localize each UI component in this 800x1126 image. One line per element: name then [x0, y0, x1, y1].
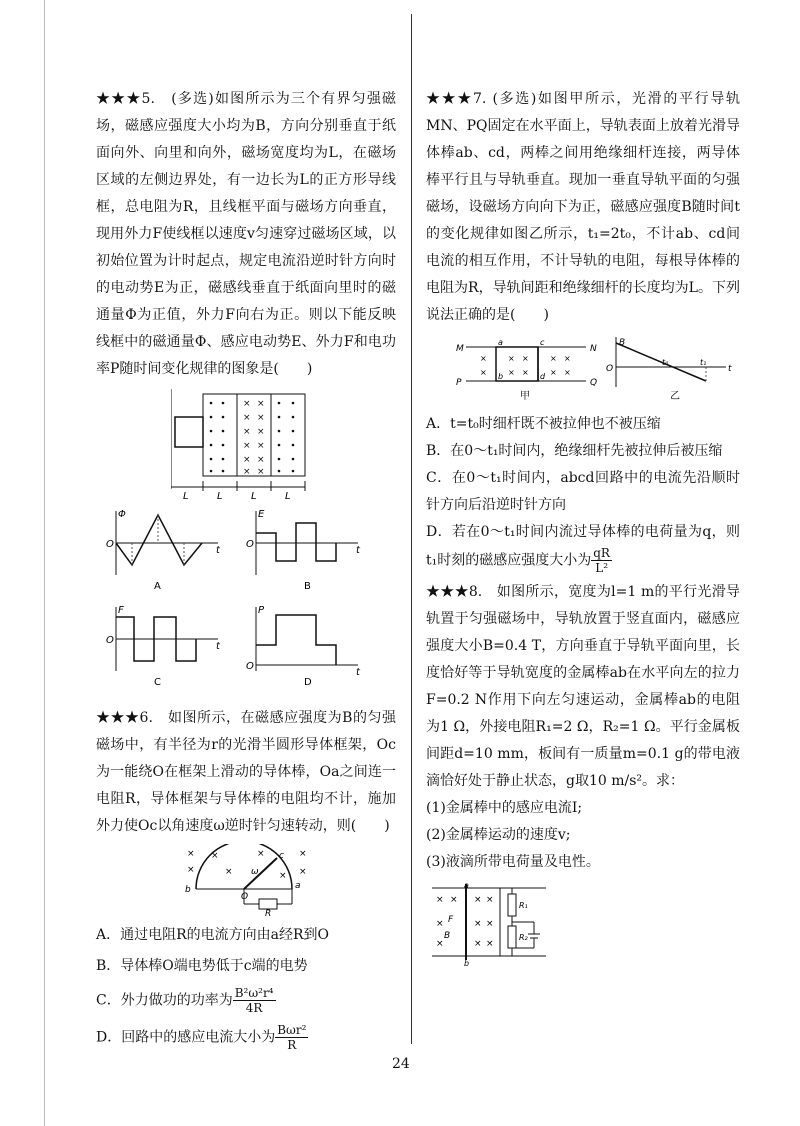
svg-text:t: t [216, 641, 220, 652]
q7-option-a: A．t=t₀时细杆既不被拉伸也不被压缩 [426, 416, 661, 432]
svg-text:×: × [436, 919, 444, 929]
svg-text:×: × [550, 354, 557, 363]
svg-text:N: N [590, 344, 597, 354]
svg-text:×: × [474, 919, 482, 929]
svg-text:b: b [185, 885, 191, 895]
q5-answer-graphs [96, 507, 396, 697]
svg-text:×: × [225, 867, 233, 877]
svg-text:乙: 乙 [670, 391, 680, 402]
svg-text:×: × [257, 467, 265, 477]
svg-text:×: × [450, 895, 458, 905]
q8-circuit-figure [426, 882, 566, 966]
q8-sub-2: (2)金属棒运动的速度v; [426, 827, 571, 843]
q5-text: ★★★5. (多选)如图所示为三个有界匀强磁场，磁感应强度大小均为B，方向分别垂直于纸面向外、向里和向外，磁场宽度均为L，在磁场区域的左侧边界处，有一边长为L的正方形导线框，总电阻为R，且线框平面与磁场方向垂直，现用外力F使线框以速度v匀速穿过磁场区域，以初始位置为计时起点，规定电流沿逆时针方向时的电动势E为正，磁感线垂直于纸面向里时的磁通量Φ为正值，外力F向右为正。则以下能反映线框中的磁通量Φ、感应电动势E、外力F和电功率P随时间变化规律的图象是( ) [96, 91, 396, 377]
svg-text:t: t [728, 364, 732, 374]
svg-text:B: B [619, 338, 626, 348]
svg-text:×: × [522, 368, 529, 377]
q8-sub-3: (3)液滴所带电荷量及电性。 [426, 854, 600, 870]
svg-text:甲: 甲 [520, 391, 530, 402]
svg-text:×: × [508, 354, 515, 363]
svg-text:×: × [486, 919, 494, 929]
svg-text:×: × [211, 851, 219, 861]
q6-option-c-fraction: $\frac{\text{B²ω²r⁴}}{4R}$ [234, 986, 274, 1015]
svg-text:O: O [106, 539, 114, 550]
q6-option-d-fraction: $\frac{\text{Bωr²}}{R}$ [277, 1023, 307, 1052]
svg-text:×: × [480, 354, 487, 363]
svg-text:a: a [295, 881, 301, 891]
svg-text:c: c [279, 851, 284, 861]
svg-text:×: × [257, 441, 265, 451]
svg-text:O: O [246, 539, 254, 550]
q5-field-figure [171, 389, 321, 499]
svg-text:t₁: t₁ [700, 358, 707, 367]
svg-text:t₀: t₀ [662, 358, 669, 367]
q7-option-d: D．若在0～t₁时间内流过导体棒的电荷量为q，则t₁时刻的磁感应强度大小为 $\frac{qR}{\text{L²}}$ [426, 524, 740, 575]
svg-text:×: × [550, 368, 557, 377]
svg-text:t: t [356, 545, 360, 556]
svg-text:P: P [258, 605, 265, 616]
graph-b [246, 509, 361, 592]
svg-text:C: C [154, 677, 161, 688]
svg-text:×: × [522, 354, 529, 363]
q6-option-c: C．外力做功的功率为 $\frac{\text{B²ω²r⁴}}{4R}$ [96, 986, 274, 1015]
svg-text:R: R [265, 909, 272, 916]
svg-text:×: × [243, 455, 251, 465]
svg-text:A: A [154, 581, 161, 592]
svg-text:×: × [187, 865, 195, 875]
svg-text:c: c [540, 338, 545, 347]
q7-figure-yi [606, 337, 732, 402]
q7-option-b: B．在0～t₁时间内，绝缘细杆先被拉伸后被压缩 [426, 443, 723, 459]
q6-option-a: A．通过电阻R的电流方向由a经R到O [96, 927, 330, 943]
svg-text:×: × [486, 939, 494, 949]
svg-text:a: a [498, 338, 503, 347]
field-crosses [243, 399, 265, 477]
svg-text:F: F [118, 605, 124, 616]
q7-option-c: C．在0～t₁时间内，abcd回路中的电流先沿顺时针方向后沿逆时针方向 [426, 470, 740, 513]
graph-a [106, 509, 221, 592]
svg-text:×: × [257, 413, 265, 423]
svg-text:×: × [299, 867, 307, 877]
svg-text:t: t [356, 667, 360, 678]
svg-text:×: × [257, 455, 265, 465]
svg-text:×: × [474, 895, 482, 905]
q7-text: ★★★7. (多选)如图甲所示，光滑的平行导轨MN、PQ固定在水平面上，导轨表面上放着光滑导体棒ab、cd，两棒之间用绝缘细杆连接，两导体棒平行且与导轨垂直。现加一垂直导轨平面的匀强磁场，设磁场方向向下为正，磁感应强度B随时间t的变化规律如图乙所示，t₁=2t₀，不计ab、cd间电流的相互作用，不计导轨的电阻，每根导体棒的电阻为R，导轨间距和绝缘细杆的长度均为L。下列说法正确的是( ) [426, 91, 740, 323]
svg-text:O: O [106, 635, 114, 646]
q6-option-d: D．回路中的感应电流大小为 $\frac{\text{Bωr²}}{R}$ [96, 1023, 307, 1052]
left-column [96, 86, 396, 1052]
right-column [426, 86, 740, 966]
svg-text:×: × [257, 399, 265, 409]
svg-text:×: × [187, 849, 195, 859]
svg-text:b: b [464, 959, 470, 966]
svg-text:×: × [243, 399, 251, 409]
svg-text:L: L [217, 491, 223, 499]
svg-text:×: × [299, 849, 307, 859]
svg-text:R₁: R₁ [519, 901, 528, 910]
svg-text:a: a [464, 882, 469, 890]
svg-text:×: × [279, 871, 287, 881]
svg-text:B: B [304, 581, 311, 592]
svg-text:L: L [251, 491, 257, 499]
svg-text:b: b [498, 372, 504, 381]
svg-text:×: × [257, 427, 265, 437]
svg-text:×: × [243, 413, 251, 423]
field-dots [210, 402, 295, 473]
svg-text:d: d [540, 372, 546, 381]
svg-text:M: M [456, 344, 464, 354]
q7-figures [426, 335, 740, 405]
svg-text:B: B [444, 931, 451, 941]
svg-text:×: × [564, 354, 571, 363]
svg-text:R₂: R₂ [519, 933, 528, 942]
svg-text:×: × [243, 441, 251, 451]
svg-text:L: L [285, 491, 291, 499]
svg-text:×: × [243, 427, 251, 437]
svg-text:E: E [258, 509, 265, 520]
svg-text:×: × [480, 368, 487, 377]
q7-figure-jia [456, 338, 597, 402]
q8-sub-1: (1)金属棒中的感应电流I; [426, 800, 583, 816]
svg-text:L: L [183, 491, 189, 499]
graph-c [106, 605, 221, 688]
q6-option-b: B．导体棒O端电势低于c端的电势 [96, 958, 308, 974]
svg-text:×: × [436, 895, 444, 905]
svg-text:O: O [246, 661, 254, 672]
svg-text:×: × [243, 467, 251, 477]
svg-text:t: t [216, 545, 220, 556]
svg-text:×: × [474, 939, 482, 949]
svg-text:×: × [436, 939, 444, 949]
q6-semicircle-figure [181, 844, 311, 916]
svg-text:P: P [456, 378, 462, 388]
svg-text:×: × [257, 849, 265, 859]
svg-text:D: D [304, 677, 312, 688]
page-number: 24 [392, 1056, 410, 1072]
svg-text:O: O [241, 892, 249, 902]
q6-text: ★★★6. 如图所示，在磁感应强度为B的匀强磁场中，有半径为r的光滑半圆形导体框架，Oc为一能绕O在框架上滑动的导体棒，Oa之间连一电阻R，导体框架与导体棒的电阻均不计，施加外力使Oc以角速度ω逆时针匀速转动，则( ) [96, 710, 396, 834]
graph-d [246, 605, 361, 688]
svg-text:×: × [564, 368, 571, 377]
q8-text: ★★★8. 如图所示，宽度为l=1 m的平行光滑导轨置于匀强磁场中，导轨放置于竖直面内，磁感应强度大小B=0.4 T，方向垂直于导轨平面向里，长度恰好等于导轨宽度的金属棒ab在水平向左的拉力F=0.2 N作用下向左匀速运动，金属棒ab的电阻为1 Ω，外接电阻R₁=2 Ω，R₂=1 Ω。平行金属板间距d=10 mm，板间有一质量m=0.1 g的带电液滴恰好处于静止状态，g取10 m/s²。求： [426, 584, 740, 789]
svg-text:Φ: Φ [118, 509, 126, 520]
svg-text:F: F [448, 915, 454, 925]
q7-option-d-fraction: $\frac{qR}{\text{L²}}$ [593, 546, 610, 575]
svg-text:ω: ω [251, 867, 259, 877]
svg-text:×: × [508, 368, 515, 377]
svg-text:×: × [486, 895, 494, 905]
column-divider [411, 14, 412, 1044]
binding-margin-line [44, 0, 45, 1126]
svg-text:O: O [606, 364, 614, 374]
svg-text:Q: Q [590, 378, 598, 388]
